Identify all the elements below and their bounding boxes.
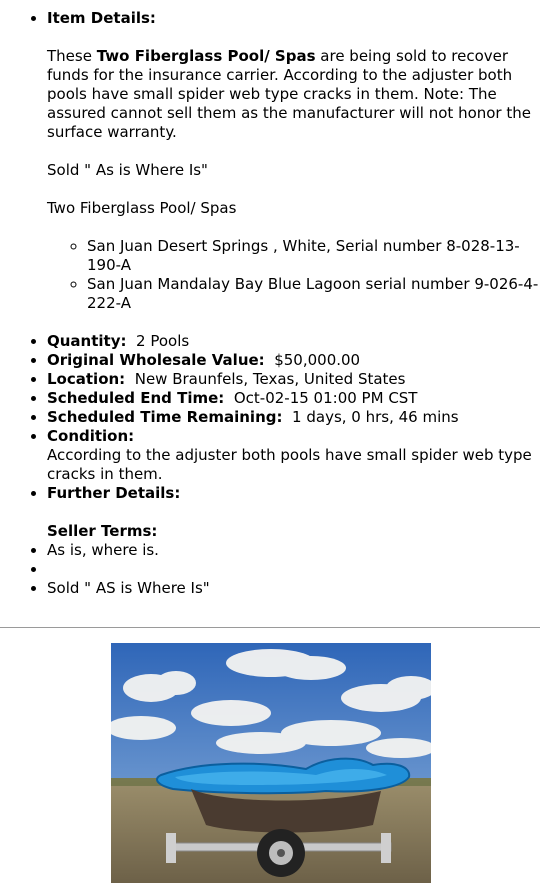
end-time-value: Oct-02-15 01:00 PM CST <box>233 389 418 407</box>
wholesale-item <box>47 351 540 370</box>
item-details-item <box>47 9 540 332</box>
seller-term-item: • As is, where is. <box>47 541 540 560</box>
location-value: New Braunfels, Texas, United States <box>134 370 406 388</box>
end-time-label: Scheduled End Time: <box>47 389 225 407</box>
time-remaining-label: Scheduled Time Remaining: <box>47 408 283 426</box>
quantity-label: Quantity: <box>47 332 127 350</box>
pool-photo-illustration <box>111 643 431 883</box>
end-time-item <box>47 389 540 408</box>
seller-terms-heading: Seller Terms: <box>47 522 158 540</box>
time-remaining-value: 1 days, 0 hrs, 46 mins <box>292 408 459 426</box>
further-details-item <box>47 484 540 541</box>
pool-list-heading: Two Fiberglass Pool/ Spas <box>47 199 237 217</box>
sold-as-is-line: Sold " As is Where Is" <box>47 161 208 179</box>
time-remaining-item <box>47 408 540 427</box>
pool-list <box>47 237 540 313</box>
pool-item: ◦ San Juan Mandalay Bay Blue Lagoon serial number 9-026-4-222-A <box>87 275 540 313</box>
item-description: These Two Fiberglass Pool/ Spas are being sold to recover funds for the insurance carrier. According to the adjuster both pools have small spider web type cracks in them. Note: The assured cannot sell them as the manufacturer will not honor the surface warranty. <box>47 47 531 141</box>
pool-item: ◦ San Juan Desert Springs , White, Serial number 8-028-13-190-A <box>87 237 540 275</box>
seller-term-item <box>47 560 540 579</box>
item-details-heading: Item Details: <box>47 9 156 27</box>
pool-photo <box>111 643 431 883</box>
location-label: Location: <box>47 370 126 388</box>
condition-item <box>47 427 540 484</box>
item-title-bold: Two Fiberglass Pool/ Spas <box>96 47 316 65</box>
location-item <box>47 370 540 389</box>
seller-terms-list <box>0 541 540 598</box>
horizontal-divider <box>0 627 540 628</box>
quantity-item <box>47 332 540 351</box>
wholesale-label: Original Wholesale Value: <box>47 351 265 369</box>
further-details-label: Further Details: <box>47 484 181 502</box>
condition-value: According to the adjuster both pools have small spider web type cracks in them. <box>47 446 532 483</box>
details-list <box>0 9 540 541</box>
condition-label: Condition: <box>47 427 135 445</box>
wholesale-value: $50,000.00 <box>274 351 361 369</box>
quantity-value: 2 Pools <box>136 332 190 350</box>
seller-term-item: • Sold " AS is Where Is" <box>47 579 540 598</box>
